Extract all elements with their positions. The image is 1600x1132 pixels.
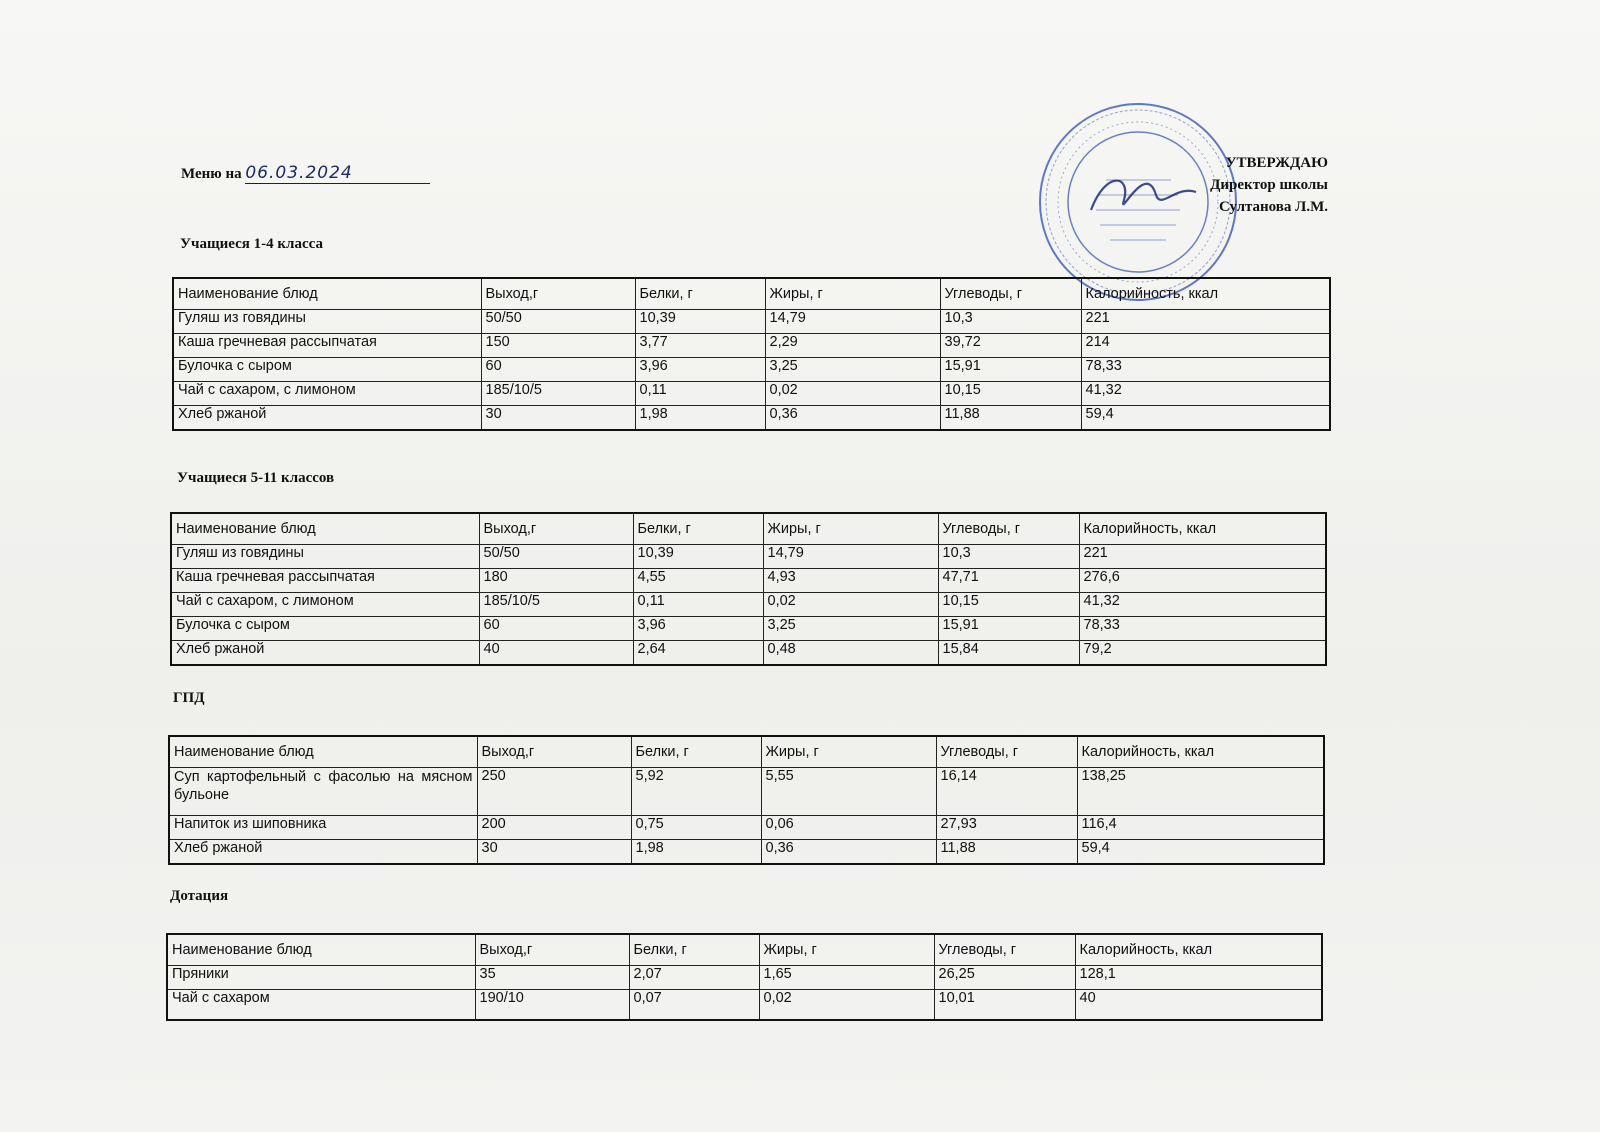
table-cell: 4,93 <box>763 569 938 593</box>
table-row <box>171 569 1326 593</box>
table-cell: 78,33 <box>1079 617 1326 641</box>
header-cell: Калорийность, ккал <box>1075 934 1322 966</box>
table-cell: 11,88 <box>936 840 1077 865</box>
table-row <box>169 768 1324 816</box>
header-cell: Выход,г <box>475 934 629 966</box>
menu-table <box>166 933 1323 1021</box>
table-cell: 50/50 <box>479 545 633 569</box>
table-cell: 79,2 <box>1079 641 1326 666</box>
approval-title: УТВЕРЖДАЮ <box>1225 155 1328 171</box>
table-cell: 47,71 <box>938 569 1079 593</box>
header-cell: Белки, г <box>635 278 765 310</box>
table-cell: 0,02 <box>759 990 934 1020</box>
table-header-row <box>173 278 1330 310</box>
dish-name: Гуляш из говядины <box>171 545 479 569</box>
table-cell: 14,79 <box>763 545 938 569</box>
dish-name: Суп картофельный с фасолью на мясном бульоне <box>169 768 477 816</box>
table-cell: 185/10/5 <box>479 593 633 617</box>
table-cell: 3,25 <box>763 617 938 641</box>
menu-table <box>170 512 1327 666</box>
table-cell: 200 <box>477 816 631 840</box>
table-cell: 15,91 <box>940 358 1081 382</box>
header-cell: Белки, г <box>633 513 763 545</box>
table-cell: 5,92 <box>631 768 761 816</box>
table-cell: 138,25 <box>1077 768 1324 816</box>
dish-name: Хлеб ржаной <box>173 406 481 431</box>
dish-name: Пряники <box>167 966 475 990</box>
table-row <box>167 990 1322 1020</box>
table-cell: 30 <box>477 840 631 865</box>
menu-label: Меню на <box>181 166 242 182</box>
table-cell: 116,4 <box>1077 816 1324 840</box>
approval-position: Директор школы <box>1210 177 1328 193</box>
table-cell: 276,6 <box>1079 569 1326 593</box>
table-cell: 0,02 <box>763 593 938 617</box>
header-cell: Углеводы, г <box>934 934 1075 966</box>
table-cell: 2,07 <box>629 966 759 990</box>
table-cell: 60 <box>479 617 633 641</box>
table-cell: 0,06 <box>761 816 936 840</box>
table-row <box>169 816 1324 840</box>
table-cell: 0,11 <box>633 593 763 617</box>
table-cell: 26,25 <box>934 966 1075 990</box>
table-cell: 3,25 <box>765 358 940 382</box>
table-cell: 185/10/5 <box>481 382 635 406</box>
menu-table <box>172 277 1331 431</box>
table-cell: 0,48 <box>763 641 938 666</box>
header-cell: Наименование блюд <box>169 736 477 768</box>
table-row <box>167 966 1322 990</box>
table-cell: 250 <box>477 768 631 816</box>
table-row <box>173 406 1330 431</box>
table-cell: 1,98 <box>635 406 765 431</box>
dish-name: Булочка с сыром <box>171 617 479 641</box>
header-cell: Наименование блюд <box>171 513 479 545</box>
dish-name: Чай с сахаром, с лимоном <box>171 593 479 617</box>
table-cell: 3,96 <box>633 617 763 641</box>
table-cell: 39,72 <box>940 334 1081 358</box>
dish-name: Чай с сахаром, с лимоном <box>173 382 481 406</box>
table-cell: 214 <box>1081 334 1330 358</box>
table-cell: 221 <box>1079 545 1326 569</box>
table-cell: 11,88 <box>940 406 1081 431</box>
table-cell: 40 <box>479 641 633 666</box>
table-cell: 180 <box>479 569 633 593</box>
approval-block <box>1210 152 1328 218</box>
table-cell: 15,84 <box>938 641 1079 666</box>
table-cell: 221 <box>1081 310 1330 334</box>
header-cell: Калорийность, ккал <box>1077 736 1324 768</box>
table-cell: 2,64 <box>633 641 763 666</box>
table-cell: 1,65 <box>759 966 934 990</box>
table-cell: 3,96 <box>635 358 765 382</box>
header-cell: Жиры, г <box>763 513 938 545</box>
table-row <box>169 840 1324 865</box>
table-cell: 16,14 <box>936 768 1077 816</box>
section-title: Учащиеся 1-4 класса <box>180 236 323 252</box>
table-cell: 10,01 <box>934 990 1075 1020</box>
header-cell: Белки, г <box>631 736 761 768</box>
table-cell: 0,02 <box>765 382 940 406</box>
header-cell: Калорийность, ккал <box>1079 513 1326 545</box>
table-cell: 41,32 <box>1079 593 1326 617</box>
table-cell: 10,3 <box>940 310 1081 334</box>
table-row <box>173 334 1330 358</box>
header-cell: Углеводы, г <box>938 513 1079 545</box>
table-cell: 190/10 <box>475 990 629 1020</box>
header-cell: Выход,г <box>477 736 631 768</box>
header-cell: Белки, г <box>629 934 759 966</box>
table-cell: 30 <box>481 406 635 431</box>
table-cell: 2,29 <box>765 334 940 358</box>
table-cell: 27,93 <box>936 816 1077 840</box>
table-row <box>171 593 1326 617</box>
table-row <box>171 617 1326 641</box>
table-cell: 15,91 <box>938 617 1079 641</box>
section-title: ГПД <box>173 690 205 706</box>
table-cell: 50/50 <box>481 310 635 334</box>
table-cell: 10,15 <box>938 593 1079 617</box>
dish-name: Напиток из шиповника <box>169 816 477 840</box>
header-cell: Жиры, г <box>759 934 934 966</box>
table-cell: 10,39 <box>635 310 765 334</box>
table-cell: 0,07 <box>629 990 759 1020</box>
table-cell: 14,79 <box>765 310 940 334</box>
header-cell: Углеводы, г <box>940 278 1081 310</box>
header-cell: Выход,г <box>481 278 635 310</box>
table-row <box>173 310 1330 334</box>
table-cell: 40 <box>1075 990 1322 1020</box>
table-cell: 0,36 <box>765 406 940 431</box>
header-cell: Углеводы, г <box>936 736 1077 768</box>
table-cell: 35 <box>475 966 629 990</box>
dish-name: Хлеб ржаной <box>171 641 479 666</box>
table-row <box>171 545 1326 569</box>
table-cell: 60 <box>481 358 635 382</box>
table-cell: 0,11 <box>635 382 765 406</box>
header-cell: Жиры, г <box>761 736 936 768</box>
table-row <box>173 382 1330 406</box>
table-cell: 41,32 <box>1081 382 1330 406</box>
table-cell: 78,33 <box>1081 358 1330 382</box>
dish-name: Каша гречневая рассыпчатая <box>171 569 479 593</box>
section-title: Дотация <box>170 888 229 904</box>
table-cell: 10,15 <box>940 382 1081 406</box>
header-cell: Калорийность, ккал <box>1081 278 1330 310</box>
table-cell: 5,55 <box>761 768 936 816</box>
table-row <box>173 358 1330 382</box>
header-cell: Выход,г <box>479 513 633 545</box>
table-cell: 3,77 <box>635 334 765 358</box>
menu-date: 06.03.2024 <box>245 163 430 184</box>
header-cell: Жиры, г <box>765 278 940 310</box>
approval-signer: Султанова Л.М. <box>1218 199 1328 215</box>
header-cell: Наименование блюд <box>167 934 475 966</box>
section-title: Учащиеся 5-11 классов <box>177 470 335 486</box>
table-cell: 59,4 <box>1081 406 1330 431</box>
table-cell: 0,36 <box>761 840 936 865</box>
table-row <box>171 641 1326 666</box>
header-cell: Наименование блюд <box>173 278 481 310</box>
table-cell: 4,55 <box>633 569 763 593</box>
table-cell: 1,98 <box>631 840 761 865</box>
table-header-row <box>167 934 1322 966</box>
menu-title <box>181 163 430 184</box>
dish-name: Каша гречневая рассыпчатая <box>173 334 481 358</box>
table-cell: 0,75 <box>631 816 761 840</box>
table-cell: 59,4 <box>1077 840 1324 865</box>
table-header-row <box>169 736 1324 768</box>
menu-table <box>168 735 1325 865</box>
table-cell: 150 <box>481 334 635 358</box>
dish-name: Хлеб ржаной <box>169 840 477 865</box>
dish-name: Гуляш из говядины <box>173 310 481 334</box>
dish-name: Булочка с сыром <box>173 358 481 382</box>
dish-name: Чай с сахаром <box>167 990 475 1020</box>
table-header-row <box>171 513 1326 545</box>
table-cell: 128,1 <box>1075 966 1322 990</box>
table-cell: 10,39 <box>633 545 763 569</box>
table-cell: 10,3 <box>938 545 1079 569</box>
